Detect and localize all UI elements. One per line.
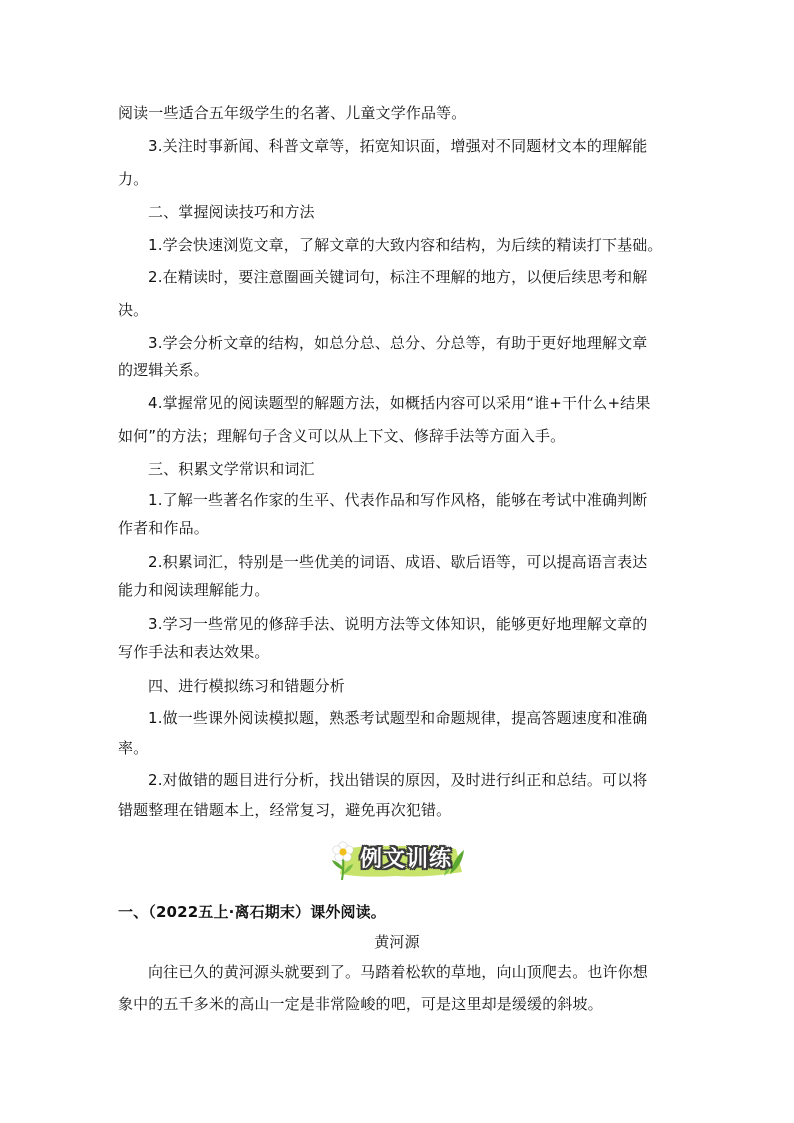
text-line: 力。	[118, 170, 149, 188]
passage-title: 黄河源	[374, 933, 420, 951]
text-line: 1.了解一些著名作家的生平、代表作品和写作风格，能够在考试中准确判断	[148, 491, 648, 509]
text-line: 写作手法和表达效果。	[118, 643, 270, 661]
passage-text: 象中的五千多米的高山一定是非常险峻的吧，可是这里却是缓缓的斜坡。	[118, 995, 603, 1013]
text-line: 3.学习一些常见的修辞手法、说明方法等文体知识，能够更好地理解文章的	[148, 615, 648, 633]
text-line: 决。	[118, 301, 149, 319]
exercise-heading: 一、（2022五上·离石期末）课外阅读。	[118, 903, 386, 921]
text-line: 3.学会分析文章的结构，如总分总、总分、分总等，有助于更好地理解文章	[148, 334, 648, 352]
text-line: 4.掌握常见的阅读题型的解题方法，如概括内容可以采用“谁+干什么+结果	[148, 394, 651, 412]
text-line: 1.做一些课外阅读模拟题，熟悉考试题型和命题规律，提高答题速度和准确	[148, 709, 648, 727]
text-line: 2.积累词汇，特别是一些优美的词语、成语、歇后语等，可以提高语言表达	[148, 553, 648, 571]
text-line: 阅读一些适合五年级学生的名著、儿童文学作品等。	[118, 104, 467, 122]
text-line: 的逻辑关系。	[118, 361, 209, 379]
section-heading: 二、掌握阅读技巧和方法	[148, 203, 315, 221]
text-line: 能力和阅读理解能力。	[118, 581, 270, 599]
banner-title: 例文训练	[360, 847, 453, 872]
text-line: 错题整理在错题本上，经常复习，避免再次犯错。	[118, 801, 452, 819]
text-line: 如何”的方法；理解句子含义可以从上下文、修辞手法等方面入手。	[118, 427, 566, 445]
text-line: 2.对做错的题目进行分析，找出错误的原因，及时进行纠正和总结。可以将	[148, 771, 648, 789]
section-heading: 三、积累文学常识和词汇	[148, 460, 315, 478]
text-line: 作者和作品。	[118, 519, 209, 537]
section-heading: 四、进行模拟练习和错题分析	[148, 677, 345, 695]
passage-text: 向往已久的黄河源头就要到了。马踏着松软的草地，向山顶爬去。也许你想	[148, 963, 648, 981]
text-line: 率。	[118, 739, 149, 757]
text-line: 2.在精读时，要注意圈画关键词句，标注不理解的地方，以便后续思考和解	[148, 268, 648, 286]
text-line: 3.关注时事新闻、科普文章等，拓宽知识面，增强对不同题材文本的理解能	[148, 137, 648, 155]
text-line: 1.学会快速浏览文章，了解文章的大致内容和结构，为后续的精读打下基础。	[148, 236, 663, 254]
